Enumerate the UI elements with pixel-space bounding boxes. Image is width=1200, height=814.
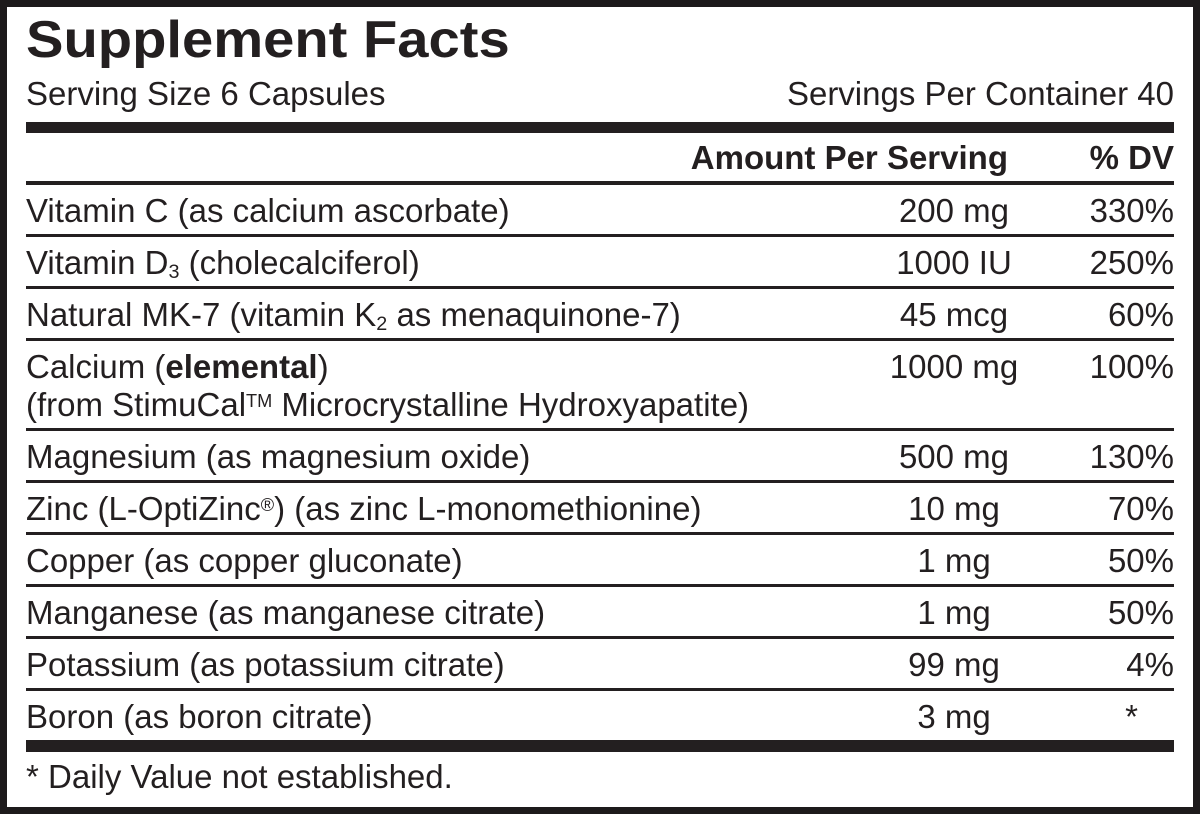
- amount-value: 200 mg: [898, 191, 1010, 229]
- table-row: [26, 341, 1174, 431]
- dv-column-header: % DV: [1089, 138, 1174, 176]
- table-row: [26, 237, 1174, 289]
- amount-value: 10 mg: [908, 489, 1000, 527]
- panel-title: Supplement Facts: [26, 11, 510, 69]
- table-row: [26, 639, 1174, 691]
- table-row: [26, 587, 1174, 639]
- serving-info: [26, 74, 1174, 114]
- table-row: [26, 691, 1174, 740]
- table-row: [26, 431, 1174, 483]
- dv-value: 50%: [1107, 541, 1174, 579]
- dv-value: 50%: [1107, 593, 1174, 631]
- dv-value: 330%: [1089, 191, 1174, 229]
- servings-per-container: Servings Per Container 40: [786, 74, 1174, 112]
- amount-value: 1 mg: [917, 593, 991, 631]
- table-header: [26, 133, 1174, 185]
- footnote: * Daily Value not established.: [26, 757, 453, 795]
- dv-value: 60%: [1107, 295, 1174, 333]
- amount-value: 1000 IU: [896, 243, 1012, 281]
- ingredient-name: Natural MK-7 (vitamin $K_2$ as menaquinone-7): [26, 295, 681, 335]
- dv-value: 70%: [1107, 489, 1174, 527]
- dv-value: 4%: [1126, 645, 1174, 683]
- ingredient-name: Potassium (as potassium citrate): [26, 645, 505, 683]
- amount-value: 500 mg: [898, 437, 1010, 475]
- ingredient-name: Copper (as copper gluconate): [26, 541, 463, 579]
- table-row: [26, 483, 1174, 535]
- ingredient-name: Zinc (L-OptiZinc®) (as zinc L-monomethionine): [26, 489, 702, 527]
- table-row: [26, 289, 1174, 341]
- amount-value: 1000 mg: [889, 347, 1019, 385]
- divider-thick-top: [26, 122, 1174, 133]
- facts-table: [26, 185, 1174, 740]
- table-row: [26, 185, 1174, 237]
- ingredient-name: Magnesium (as magnesium oxide): [26, 437, 531, 475]
- amount-column-header: Amount Per Serving: [690, 138, 1008, 176]
- divider-thick-bottom: [26, 740, 1174, 752]
- dv-value: 250%: [1089, 243, 1174, 281]
- serving-size: Serving Size 6 Capsules: [26, 74, 386, 112]
- amount-value: 1 mg: [917, 541, 991, 579]
- dv-value: *: [1125, 697, 1138, 735]
- ingredient-source: (from StimuCal™ Microcrystalline Hydroxyapatite): [26, 385, 750, 423]
- dv-value: 130%: [1089, 437, 1174, 475]
- ingredient-name: Boron (as boron citrate): [26, 697, 373, 735]
- amount-value: 3 mg: [917, 697, 991, 735]
- table-row: [26, 535, 1174, 587]
- amount-value: 45 mcg: [899, 295, 1009, 333]
- ingredient-name: Vitamin C (as calcium ascorbate): [26, 191, 510, 229]
- ingredient-name: Calcium (elemental): [26, 347, 329, 385]
- ingredient-name: Vitamin $D_3$ (cholecalciferol): [26, 243, 420, 283]
- dv-value: 100%: [1089, 347, 1174, 385]
- amount-value: 99 mg: [908, 645, 1000, 683]
- ingredient-name: Manganese (as manganese citrate): [26, 593, 546, 631]
